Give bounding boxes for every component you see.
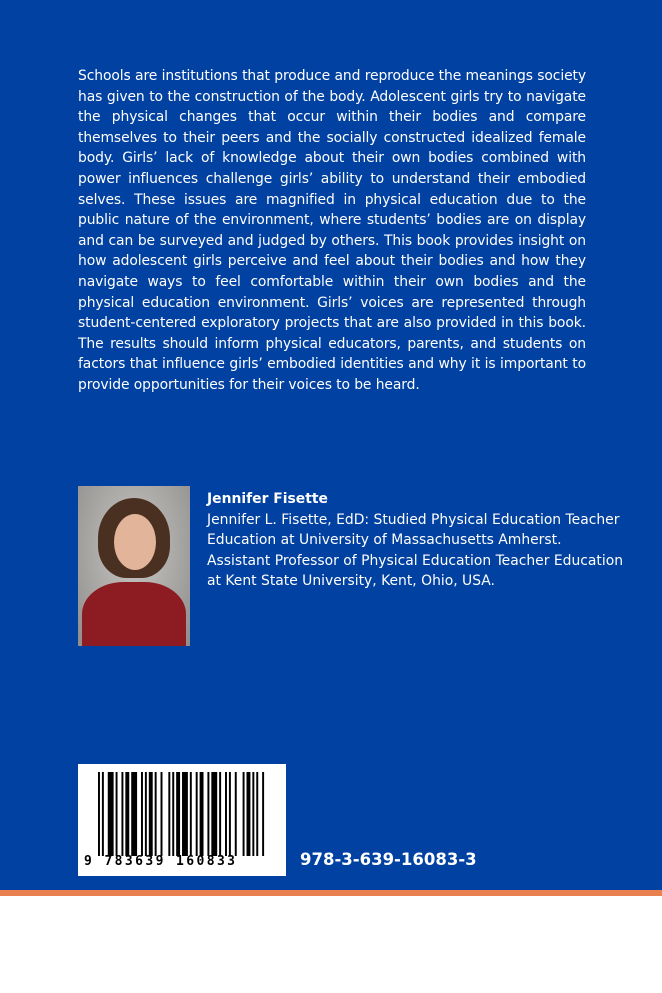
- barcode: [78, 764, 286, 876]
- author-name: Jennifer Fisette: [207, 491, 328, 507]
- author-info: [207, 489, 627, 592]
- barcode-bar: [247, 772, 251, 856]
- barcode-bar: [207, 772, 209, 856]
- barcode-bar: [168, 772, 170, 856]
- barcode-bar: [108, 772, 114, 856]
- barcode-bar: [262, 772, 264, 856]
- barcode-bar: [229, 772, 231, 856]
- barcode-bar: [161, 772, 163, 856]
- photo-face: [114, 514, 156, 570]
- barcode-bar: [121, 772, 123, 856]
- book-description: Schools are institutions that produce and reproduce the meanings society has given to the construction of the body. Adolescent girls try to navigate the physical changes that occur within their bodies and compare themselves to their peers and the socially constructed idealized female body. Girls’ lack of knowledge about their own bodies combined with power influences challenge girls’ ability to understand their embodied selves. These issues are magnified in physical education due to the public nature of the environment, where students’ bodies are on display and can be surveyed and judged by others. This book provides insight on how adolescent girls perceive and feel about their bodies and how they navigate ways to feel comfortable within their own bodies and the physical education environment. Girls’ voices are represented through student-centered exploratory projects that are also provided in this book. The results should inform physical educators, parents, and students on factors that influence girls’ embodied identities and why it is important to provide opportunities for their voices to be heard.: [78, 68, 586, 393]
- barcode-bar: [190, 772, 192, 856]
- barcode-bar: [116, 772, 118, 856]
- author-photo: [78, 486, 190, 646]
- barcode-bar: [141, 772, 143, 856]
- barcode-bar: [252, 772, 254, 856]
- barcode-bar: [172, 772, 174, 856]
- barcode-bar: [98, 772, 100, 856]
- barcode-bar: [102, 772, 104, 856]
- barcode-bar: [235, 772, 237, 856]
- isbn: 978-3-639-16083-3: [300, 850, 477, 869]
- barcode-bar: [182, 772, 188, 856]
- barcode-bar: [155, 772, 157, 856]
- barcode-bar: [211, 772, 217, 856]
- barcode-bar: [219, 772, 221, 856]
- photo-shirt: [82, 582, 186, 646]
- author-bio: Jennifer L. Fisette, EdD: Studied Physical Education Teacher Education at University of Massachusetts Amherst. Assistant Professor of Physical Education Teacher Education at Kent State University, Kent, Ohio, USA.: [207, 511, 624, 590]
- barcode-bar: [256, 772, 258, 856]
- barcode-digits: 9 783639 160833: [84, 854, 238, 869]
- barcode-bar: [176, 772, 180, 856]
- barcode-bars: [98, 772, 268, 856]
- barcode-bar: [149, 772, 153, 856]
- barcode-bar: [196, 772, 198, 856]
- orange-stripe: [0, 890, 662, 896]
- barcode-bar: [145, 772, 147, 856]
- barcode-bar: [225, 772, 227, 856]
- barcode-bar: [243, 772, 245, 856]
- barcode-bar: [131, 772, 137, 856]
- barcode-bar: [125, 772, 129, 856]
- barcode-bar: [200, 772, 204, 856]
